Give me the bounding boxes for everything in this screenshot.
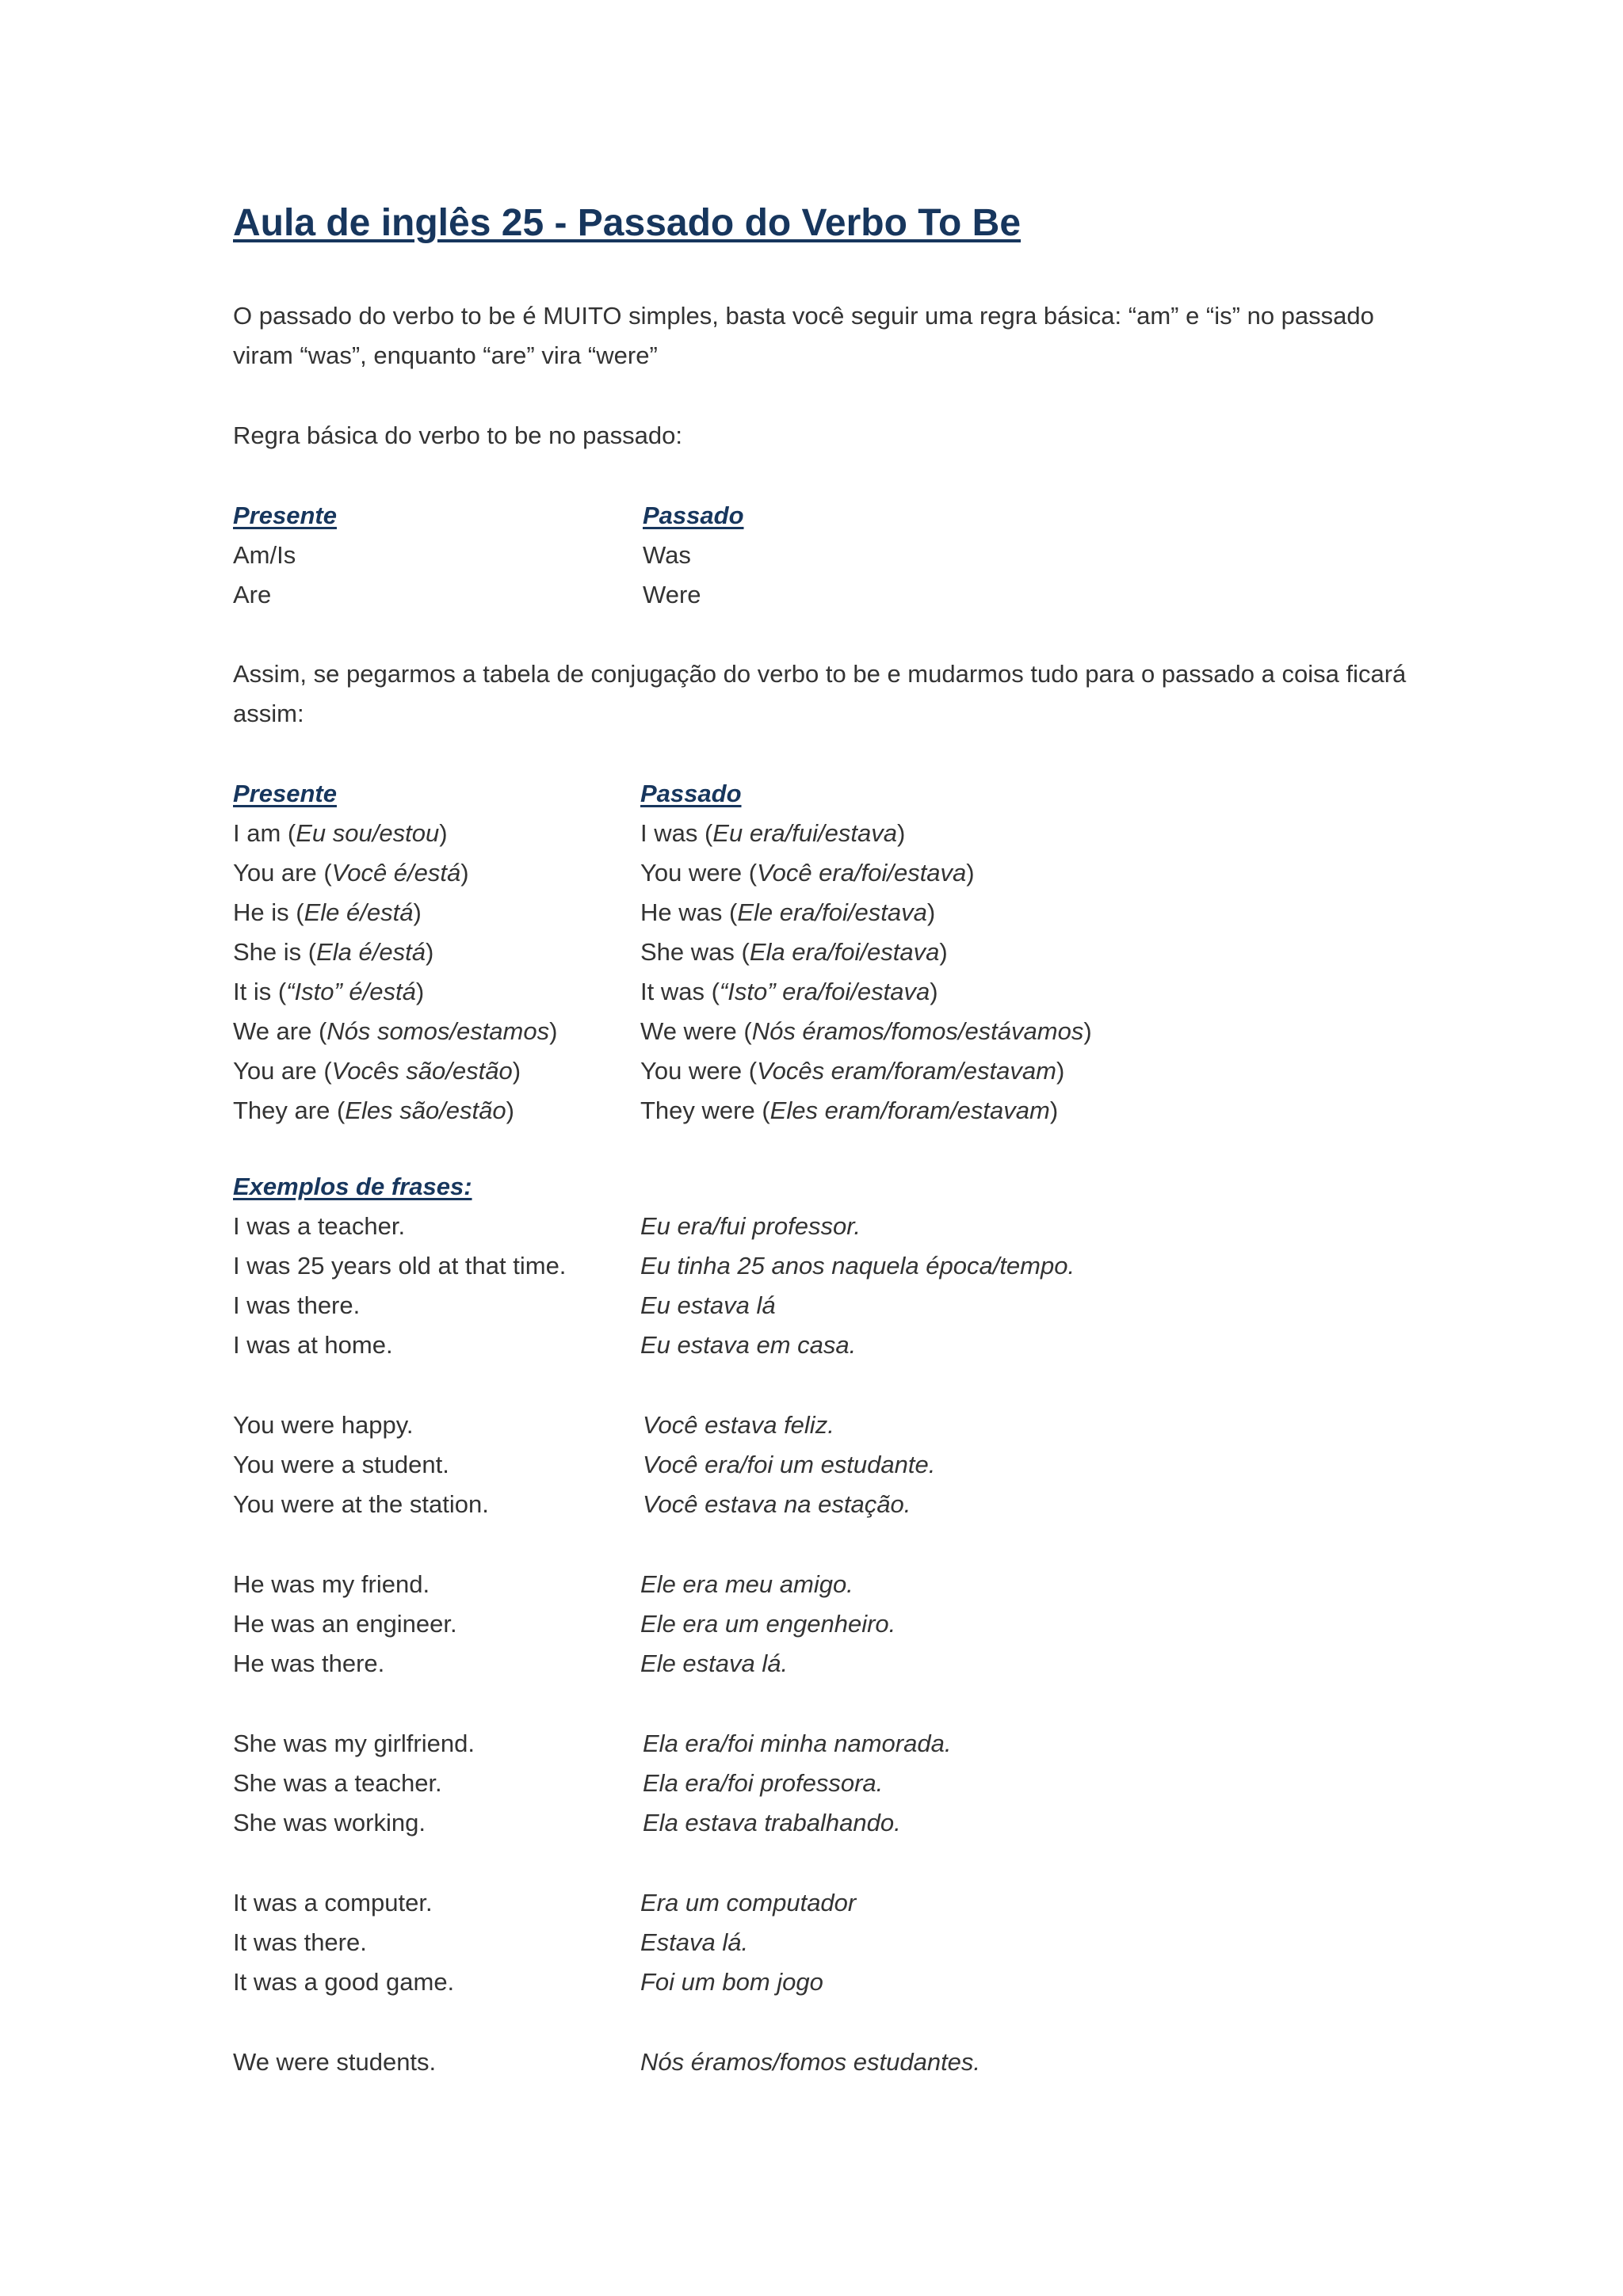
example-sentence: It was a computer. <box>233 1889 433 1917</box>
rule-present-cell: Am/Is <box>233 541 296 569</box>
conj-past-cell: We were (Nós éramos/fomos/estávamos) <box>640 1017 1092 1045</box>
example-sentence: I was at home. <box>233 1331 393 1359</box>
example-translation: Ela era/foi minha namorada. <box>643 1730 952 1757</box>
conj-present-cell: She is (Ela é/está) <box>233 938 434 966</box>
intro-paragraph: O passado do verbo to be é MUITO simples, basta você seguir uma regra básica: “am” e “is” no passado viram “was”, enquanto “are” vira “were” <box>233 302 1374 369</box>
rule-present-cell: Are <box>233 581 272 608</box>
example-translation: Foi um bom jogo <box>640 1968 823 1996</box>
conj-present-cell: I am (Eu sou/estou) <box>233 819 448 847</box>
example-sentence: He was an engineer. <box>233 1610 457 1638</box>
example-translation: Ela era/foi professora. <box>643 1769 884 1797</box>
example-sentence: I was a teacher. <box>233 1212 406 1240</box>
example-sentence: I was 25 years old at that time. <box>233 1252 567 1280</box>
example-translation: Você estava feliz. <box>643 1411 834 1439</box>
example-sentence: We were students. <box>233 2048 437 2076</box>
conj-past-cell: She was (Ela era/foi/estava) <box>640 938 948 966</box>
example-translation: Ele estava lá. <box>640 1650 789 1677</box>
rule-past-cell: Was <box>643 541 691 569</box>
example-translation: Ele era um engenheiro. <box>640 1610 896 1638</box>
example-sentence: She was working. <box>233 1809 426 1836</box>
example-sentence: You were happy. <box>233 1411 414 1439</box>
conj-past-cell: You were (Você era/foi/estava) <box>640 859 975 887</box>
example-sentence: You were a student. <box>233 1451 449 1478</box>
conj-present-cell: It is (“Isto” é/está) <box>233 978 425 1005</box>
example-sentence: You were at the station. <box>233 1490 489 1518</box>
page-title: Aula de inglês 25 - Passado do Verbo To Be <box>233 202 1022 244</box>
conj-present-cell: We are (Nós somos/estamos) <box>233 1017 558 1045</box>
example-translation: Eu tinha 25 anos naquela época/tempo. <box>640 1252 1075 1280</box>
example-sentence: She was my girlfriend. <box>233 1730 475 1757</box>
example-translation: Eu estava em casa. <box>640 1331 857 1359</box>
example-sentence: It was there. <box>233 1928 367 1956</box>
example-translation: Eu estava lá <box>640 1291 776 1319</box>
conj-past-cell: I was (Eu era/fui/estava) <box>640 819 906 847</box>
conj-present-cell: He is (Ele é/está) <box>233 898 422 926</box>
example-translation: Nós éramos/fomos estudantes. <box>640 2048 981 2076</box>
example-translation: Você era/foi um estudante. <box>643 1451 936 1478</box>
rule-past-cell: Were <box>643 581 701 608</box>
conj-past-cell: It was (“Isto” era/foi/estava) <box>640 978 938 1005</box>
example-sentence: I was there. <box>233 1291 361 1319</box>
example-translation: Estava lá. <box>640 1928 749 1956</box>
examples-header: Exemplos de frases: <box>233 1173 472 1200</box>
rule-header-present: Presente <box>233 502 337 529</box>
conj-past-cell: He was (Ele era/foi/estava) <box>640 898 936 926</box>
conj-header-past: Passado <box>640 780 742 807</box>
rule-header-past: Passado <box>643 502 744 529</box>
conj-present-cell: They are (Eles são/estão) <box>233 1097 514 1124</box>
conj-header-present: Presente <box>233 780 337 807</box>
example-translation: Ela estava trabalhando. <box>643 1809 901 1836</box>
conj-past-cell: They were (Eles eram/foram/estavam) <box>640 1097 1059 1124</box>
rule-intro: Regra básica do verbo to be no passado: <box>233 421 682 449</box>
conj-present-cell: You are (Você é/está) <box>233 859 469 887</box>
example-translation: Você estava na estação. <box>643 1490 911 1518</box>
conj-past-cell: You were (Vocês eram/foram/estavam) <box>640 1057 1065 1085</box>
example-translation: Ele era meu amigo. <box>640 1570 854 1598</box>
example-sentence: He was there. <box>233 1650 385 1677</box>
conj-present-cell: You are (Vocês são/estão) <box>233 1057 521 1085</box>
example-sentence: He was my friend. <box>233 1570 430 1598</box>
example-translation: Eu era/fui professor. <box>640 1212 861 1240</box>
example-sentence: She was a teacher. <box>233 1769 442 1797</box>
example-translation: Era um computador <box>640 1889 857 1917</box>
example-sentence: It was a good game. <box>233 1968 455 1996</box>
conjugation-intro: Assim, se pegarmos a tabela de conjugação do verbo to be e mudarmos tudo para o passado a coisa ficará assim: <box>233 660 1407 727</box>
